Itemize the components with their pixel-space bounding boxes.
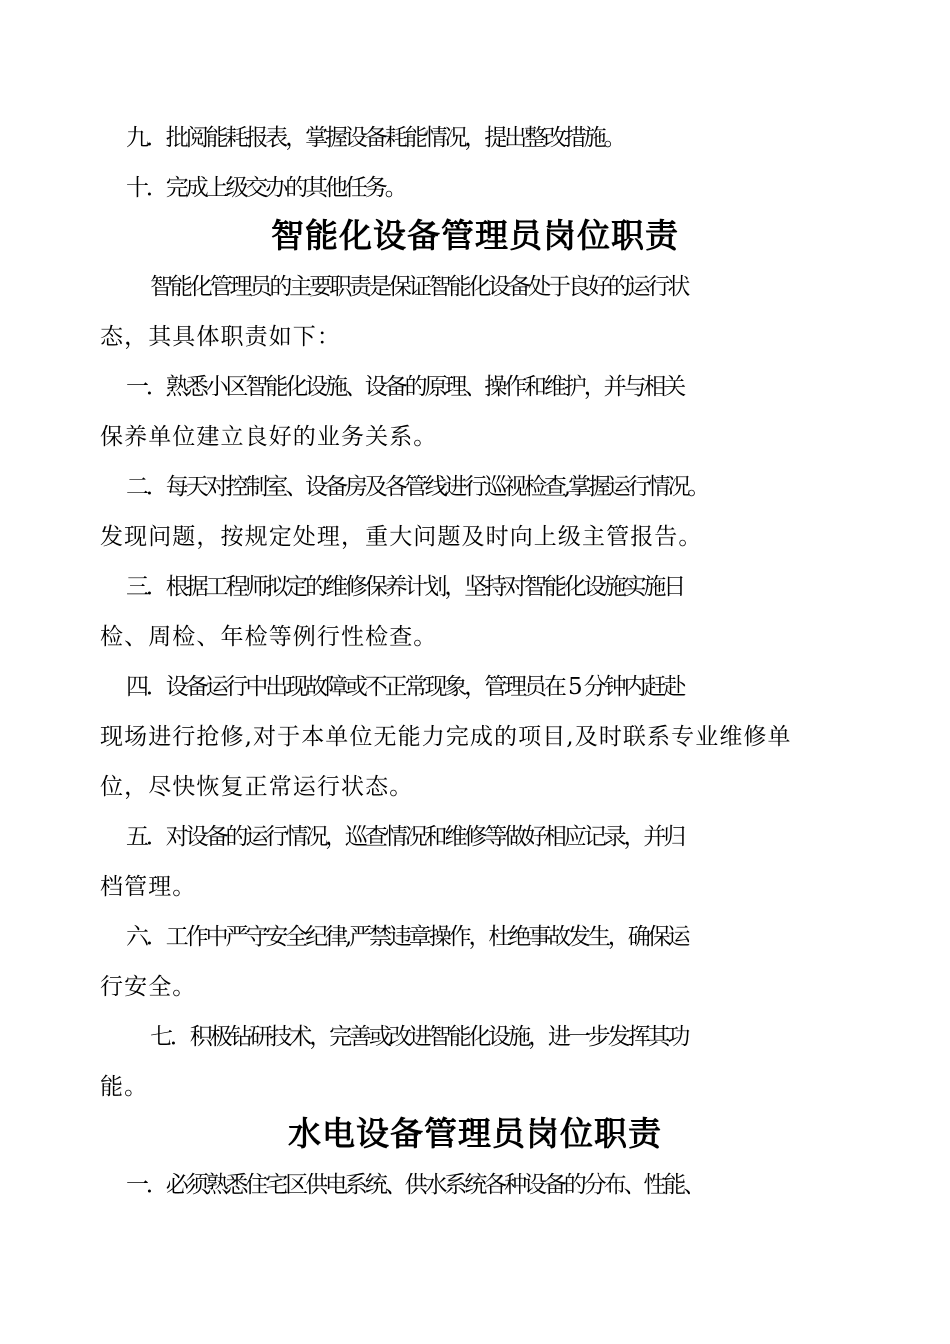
paragraph-line: 行安全。 — [100, 974, 197, 1000]
paragraph-line: 态，其具体职责如下： — [100, 324, 341, 350]
duty-item-9: 九．批阅能耗报表，掌握设备耗能情况，提出整改措施。 — [126, 125, 624, 151]
paragraph-line: 位，尽快恢复正常运行状态。 — [100, 774, 414, 800]
paragraph-line: 智能化管理员的主要职责是保证智能化设备处于良好的运行状 — [150, 274, 688, 300]
section-title-smart-device-manager: 智能化设备管理员岗位职责 — [271, 216, 679, 255]
paragraph-line: 保养单位建立良好的业务关系。 — [100, 424, 438, 450]
paragraph-line: 能。 — [100, 1074, 149, 1100]
paragraph-line: 一．必须熟悉住宅区供电系统、供水系统各种设备的分布、性能、 — [126, 1172, 704, 1198]
paragraph-line: 二．每天对控制室、设备房及各管线进行巡视检查,掌握运行情况。 — [126, 474, 708, 500]
paragraph-line: 三．根据工程师拟定的维修保养计划，坚持对智能化设施实施日 — [126, 574, 684, 600]
paragraph-line: 一．熟悉小区智能化设施、设备的原理、操作和维护，并与相关 — [126, 374, 684, 400]
paragraph-line: 六．工作中严守安全纪律,严禁违章操作，杜绝事故发生，确保运 — [126, 924, 688, 950]
paragraph-line: 档管理。 — [100, 874, 197, 900]
section-title-water-electric-manager: 水电设备管理员岗位职责 — [288, 1114, 662, 1153]
paragraph-line: 现场进行抢修,对于本单位无能力完成的项目,及时联系专业维修单 — [100, 724, 792, 750]
paragraph-line: 七．积极钻研技术，完善或改进智能化设施，进一步发挥其功 — [150, 1024, 688, 1050]
paragraph-line: 五．对设备的运行情况，巡查情况和维修等做好相应记录，并归 — [126, 824, 684, 850]
paragraph-line: 发现问题，按规定处理，重大问题及时向上级主管报告。 — [100, 524, 703, 550]
paragraph-line: 检、周检、年检等例行性检查。 — [100, 624, 438, 650]
paragraph-line: 四．设备运行中出现故障或不正常现象，管理员在 5 分钟内赶赴 — [126, 674, 684, 700]
duty-item-10: 十．完成上级交办的其他任务。 — [126, 175, 405, 201]
